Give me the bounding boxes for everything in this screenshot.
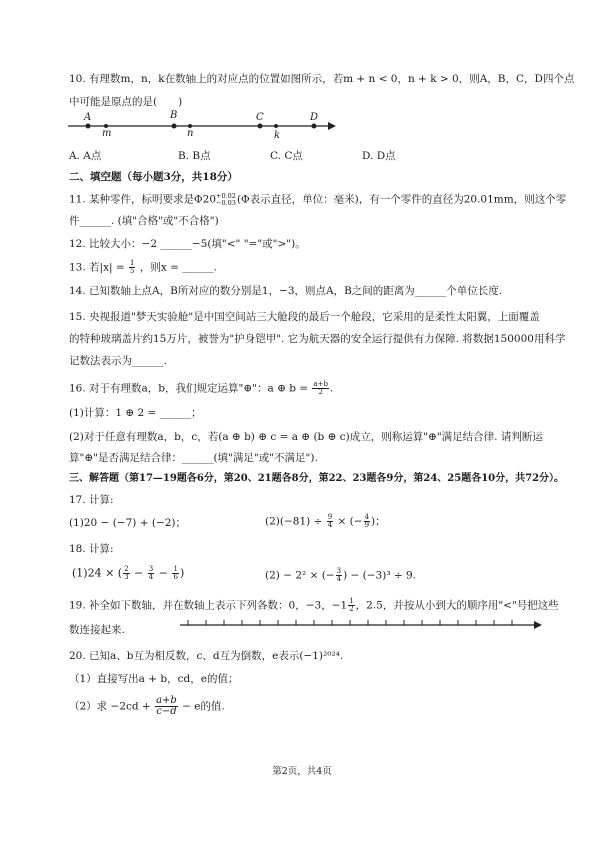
q18-part2: (2) − 2² × (− $\frac{3}{4}$ ) − (−3)³ ÷ 9. xyxy=(265,567,417,583)
q12-line: 12. 比较大小：−2 ______−5(填"<" "="或">")。 xyxy=(69,238,306,250)
point-C xyxy=(258,124,263,129)
q19-blank-number-line xyxy=(178,614,544,636)
q18-title: 18. 计算: xyxy=(69,543,114,555)
q11-line2: 件______. (填"合格"或"不合格") xyxy=(69,215,219,227)
q13-pre: 13. 若|x| = xyxy=(69,261,125,274)
q10-option-b: B. B点 xyxy=(178,150,211,162)
point-D xyxy=(312,124,317,129)
axis-label-m: m xyxy=(102,128,112,139)
q11-rest: (Φ表示直径，单位：毫米)，有一个零件的直径为20.01mm，则这个零 xyxy=(236,193,567,206)
q11-tol-top: +0.02 xyxy=(216,192,236,200)
axis-label-D: D xyxy=(310,112,319,123)
q16-line2: (1)计算：1 ⊕ 2 = ______； xyxy=(69,407,202,419)
q17-part1: (1)20 − (−7) + (−2)； xyxy=(69,517,187,529)
q20-part1: （1）直接写出a + b，cd，e的值； xyxy=(69,673,239,685)
q15-line2: 的特种玻璃盖片约15万片，被誉为"护身铠甲". 它为航天器的安全运行提供有力保障. 将数据150000用科学 xyxy=(69,333,566,345)
point-A xyxy=(86,124,91,129)
q15-line1: 15. 央视报道"梦天实验舱"是中国空间站三大舱段的最后一个舱段，它采用的是柔性太阳翼，上面覆盖 xyxy=(69,311,540,323)
q15-line3: 记数法表示为______. xyxy=(69,355,167,367)
q16-post: . xyxy=(329,382,334,395)
q14-line: 14. 已知数轴上点A，B所对应的数分别是1，−3，则点A，B之间的距离为______个单位长度. xyxy=(69,285,503,297)
q20-part2: （2）求 −2cd + $\frac{a+b}{c-d}$ − e的值. xyxy=(69,695,225,717)
q16-fraction: $\frac{a+b}{2}$ xyxy=(313,380,328,396)
axis-label-A: A xyxy=(84,112,92,123)
q11-text: 11. 某种零件，标明要求是Φ20 xyxy=(69,193,217,206)
q11-line1 xyxy=(69,193,566,206)
q19-line2: 数连接起来. xyxy=(69,624,125,636)
q17-part2: (2)(−81) ÷ $\frac{9}{4}$ × (− $\frac{4}{9}$ )； xyxy=(265,513,386,529)
point-k xyxy=(274,124,278,128)
q10-option-a: A. A点 xyxy=(69,150,102,162)
q19-line1: 19. 补全如下数轴，并在数轴上表示下列各数：0，−3，−1 $\frac{1}{2}$ ，2.5，并按从小到大的顺序用"<"号把这些 xyxy=(69,597,559,613)
section3-heading: 三、解答题（第17—19题各6分，第20、21题各8分，第22、23题各9分，第24、25题各10分，共72分）。 xyxy=(69,473,565,484)
page-number: 第2页，共4页 xyxy=(272,766,332,777)
q16-pre: 16. 对于有理数a，b，我们规定运算"⊕"：a ⊕ b = xyxy=(69,382,309,395)
q13-post: ，则x = ______. xyxy=(139,261,218,274)
section2-heading: 二、填空题（每小题3分，共18分） xyxy=(69,171,238,183)
q10-option-d: D. D点 xyxy=(362,150,396,162)
q13-fraction: $\frac{1}{5}$ xyxy=(130,259,135,275)
axis-label-B: B xyxy=(170,110,178,121)
q11-tol-bottom: −0.03 xyxy=(216,198,236,207)
axis-label-n: n xyxy=(187,128,194,139)
q16-line3: (2)对于任意有理数a，b，c，若(a ⊕ b) ⊕ c = a ⊕ (b ⊕ c)成立，则称运算"⊕"满足结合律. 请判断运 xyxy=(69,431,543,443)
q10-option-c: C. C点 xyxy=(270,150,303,162)
q10-line2: 中可能是原点的是( ) xyxy=(69,96,183,108)
q20-line1: 20. 已知a、b互为相反数，c、d互为倒数，e表示(−1)²⁰²⁴. xyxy=(69,650,344,662)
point-B xyxy=(172,124,177,129)
q17-title: 17. 计算: xyxy=(69,494,114,506)
q10-line1: 10. 有理数m，n，k在数轴上的对应点的位置如图所示，若m + n < 0，n + k > 0，则A，B，C，D四个点 xyxy=(69,73,575,85)
q18-part1: (1)24 × ( $\frac{2}{3}$ − $\frac{3}{4}$ − $\frac{1}{6}$ ) xyxy=(72,565,185,581)
q16-line1 xyxy=(69,381,333,396)
axis-label-k: k xyxy=(274,130,281,141)
q13-line xyxy=(69,260,217,275)
q16-line4: 算"⊕"是否满足结合律：______(填"满足"或"不满足"). xyxy=(69,452,318,464)
axis-label-C: C xyxy=(256,112,264,123)
